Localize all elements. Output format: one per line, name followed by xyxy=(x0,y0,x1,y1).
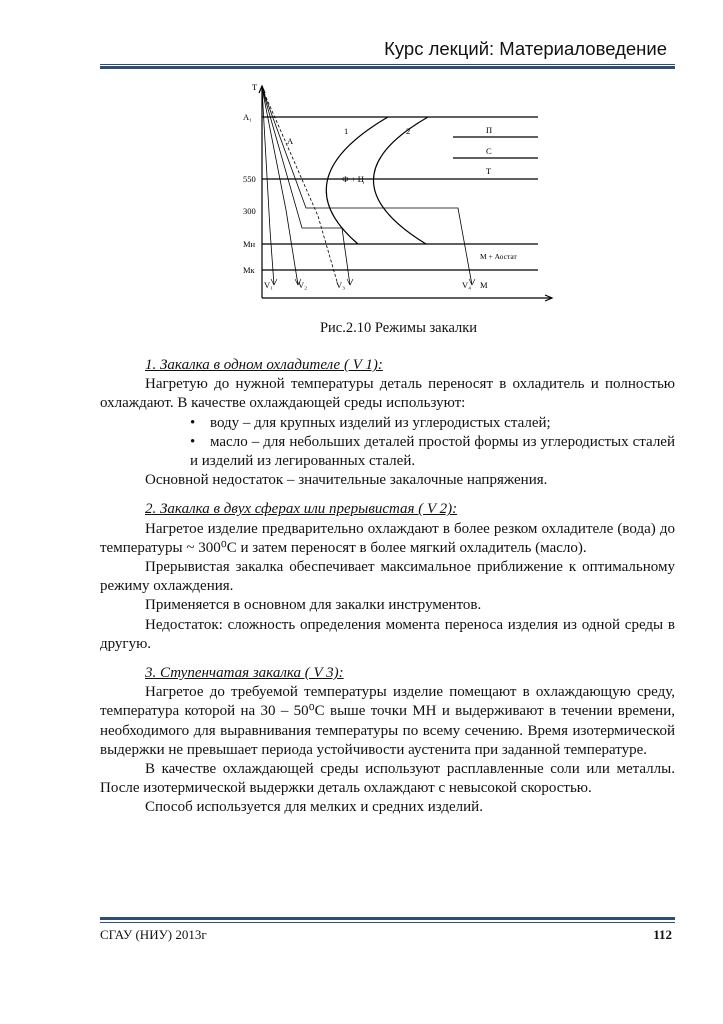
section-2-paragraph: Недостаток: сложность определения момента переноса изделия из одной среды в другую. xyxy=(100,616,675,652)
label-mk: Mк xyxy=(243,265,255,275)
footer-rule-thick xyxy=(100,917,675,920)
label-p: П xyxy=(486,125,493,135)
page-body xyxy=(100,356,675,818)
header-title: Курс лекций: Материаловедение xyxy=(384,38,667,59)
figure-caption: Рис.2.10 Режимы закалки xyxy=(319,320,478,336)
section-3-paragraph: Нагретое до требуемой температуры изделие помещают в охлаждающую среду, температура которой на 30 – 50⁰С выше точки МН и выдерживают в течении времени, необходимого для выравнивания температуры по всему сечению. Время изотермической выдержки не превышает периода устойчивости аустенита при заданной температуре. xyxy=(100,684,675,758)
footer-rule-thin xyxy=(100,922,675,923)
list-item xyxy=(100,433,675,471)
section-1-heading: 1. Закалка в одном охладителе ( V 1): xyxy=(145,357,383,373)
section-1-paragraph: Основной недостаток – значительные закалочные напряжения. xyxy=(145,472,548,489)
section-1-paragraph: Нагретую до нужной температуры деталь переносят в охладитель и полностью охлаждают. В качестве охлаждающей среды используют: xyxy=(100,376,675,412)
section-2-heading: 2. Закалка в двух сферах или прерывистая ( V 2): xyxy=(145,501,458,518)
section-2-paragraph: Применяется в основном для закалки инструментов. xyxy=(145,597,482,614)
label-t-troostite: Т xyxy=(486,166,492,176)
footer-label: СГАУ (НИУ) 2013г xyxy=(100,927,207,942)
label-s: С xyxy=(486,146,492,156)
c-curve-2 xyxy=(373,117,428,244)
section-3-paragraph: В качестве охлаждающей среды используют расплавленные соли или металлы. После изотермической выдержки деталь охлаждают с невысокой скоростью. xyxy=(100,761,675,797)
bullet-icon: • xyxy=(190,433,196,450)
quenching-diagram xyxy=(240,80,560,312)
label-a1: A₁ xyxy=(243,112,253,122)
label-v1: V₁ xyxy=(264,280,274,290)
label-ferrite-cementite: Ф + Ц xyxy=(342,174,364,184)
label-curve-2: 2 xyxy=(406,126,411,136)
header-rule-thin xyxy=(100,64,675,65)
section-2-paragraph: Прерывистая закалка обеспечивает максимальное приближение к оптимальному режиму охлаждения. xyxy=(100,559,675,595)
label-v2: V₂ xyxy=(298,280,308,290)
label-t: T xyxy=(252,82,258,92)
section-3-paragraph: Способ используется для мелких и средних изделий. xyxy=(145,799,483,816)
bullet-text: масло – для небольших деталей простой формы из углеродистых сталей и изделий из легированных сталей. xyxy=(190,433,675,470)
header-rule-thick xyxy=(100,66,675,69)
label-300: 300 xyxy=(243,206,256,216)
page-header xyxy=(100,38,675,60)
list-item xyxy=(100,414,675,433)
label-m-a: М + Аостат xyxy=(480,252,517,261)
page-number: 112 xyxy=(653,927,672,942)
section-3-heading: 3. Ступенчатая закалка ( V 3): xyxy=(145,665,344,682)
section-2-paragraph: Нагретое изделие предварительно охлаждают в более резком охладителе (вода) до температуры ~ 300⁰С и затем переносят в более мягкий охладитель (масло). xyxy=(100,520,675,556)
bullet-icon: • xyxy=(190,414,196,431)
label-v4: V₄ xyxy=(462,280,472,290)
label-v3: V₃ xyxy=(336,280,346,290)
label-curve-1: 1 xyxy=(344,126,349,136)
label-550: 550 xyxy=(243,174,256,184)
label-m: М xyxy=(480,280,488,290)
bullet-text: воду – для крупных изделий из углеродистых сталей; xyxy=(210,414,551,431)
label-a: A xyxy=(287,136,294,146)
label-mn: Mн xyxy=(243,239,256,249)
